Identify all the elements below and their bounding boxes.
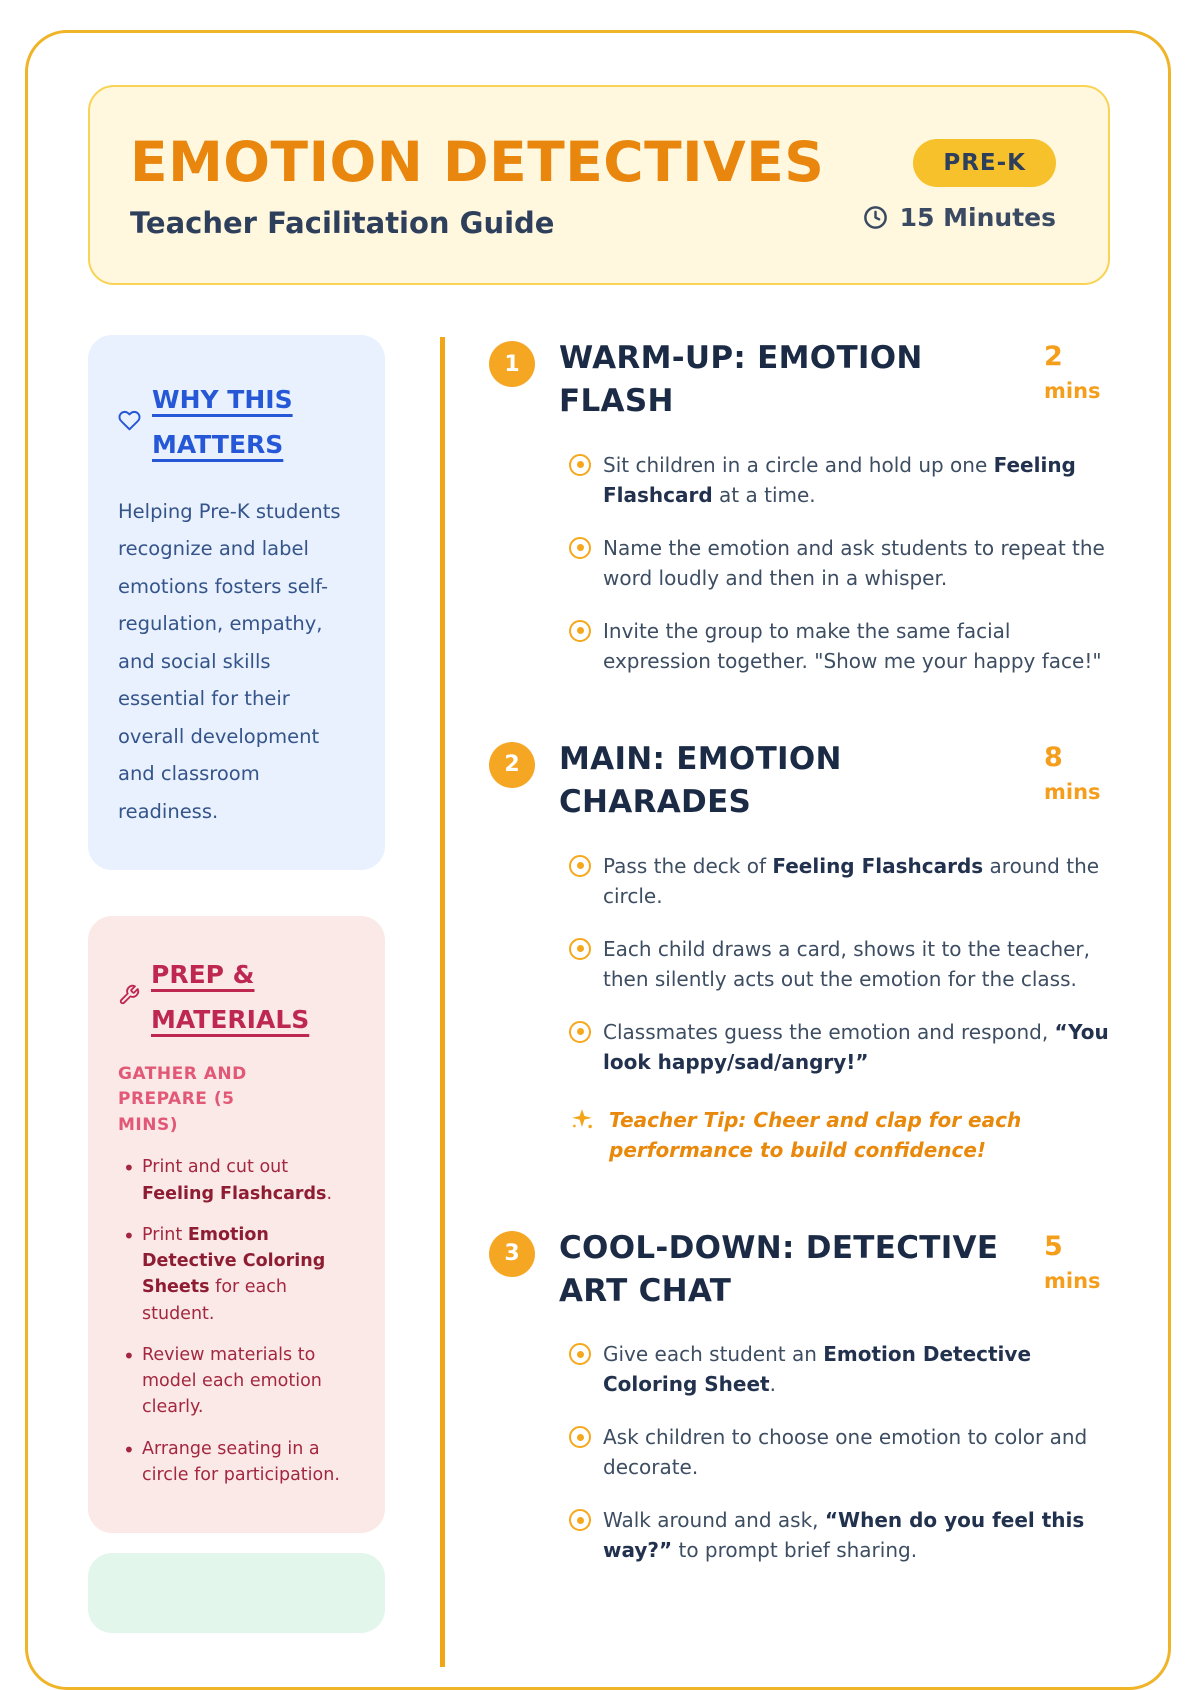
grade-badge: PRE-K bbox=[913, 139, 1056, 187]
duration-label bbox=[1044, 337, 1110, 403]
prep-card-header bbox=[118, 952, 355, 1042]
step-number-badge: 1 bbox=[489, 341, 535, 387]
emphasis-text: Emotion Detective Coloring Sheets bbox=[142, 1224, 326, 1298]
plain-text: to prompt brief sharing. bbox=[672, 1538, 918, 1563]
plain-text: Give each student an bbox=[603, 1342, 824, 1367]
emphasis-text: Feeling Flashcard bbox=[603, 452, 1076, 507]
duration-unit: mins bbox=[1044, 779, 1101, 804]
plain-text: Arrange seating in a circle for participation. bbox=[142, 1438, 340, 1485]
page-title: EMOTION DETECTIVES bbox=[130, 130, 825, 194]
header-titles bbox=[130, 130, 824, 240]
prep-item bbox=[118, 1342, 355, 1421]
duration-label bbox=[1044, 738, 1110, 804]
bullet-text bbox=[603, 934, 1110, 994]
bullet-icon bbox=[569, 620, 591, 642]
section-title bbox=[559, 1227, 1030, 1314]
why-this-matters-card bbox=[88, 335, 385, 870]
bullet-item bbox=[569, 1505, 1110, 1565]
prep-card-subtitle: GATHER AND PREPARE (5 MINS) bbox=[118, 1063, 247, 1135]
page-subtitle: Teacher Facilitation Guide bbox=[130, 206, 555, 240]
bullet-item bbox=[569, 1422, 1110, 1482]
activity-section bbox=[445, 337, 1110, 676]
prep-materials-card bbox=[88, 916, 385, 1533]
duration-unit: mins bbox=[1044, 1268, 1101, 1293]
plain-text: Ask children to choose one emotion to color and decorate. bbox=[603, 1425, 1088, 1480]
bullet-text bbox=[603, 1505, 1110, 1565]
bullet-text bbox=[603, 616, 1110, 676]
section-header bbox=[559, 337, 1110, 424]
bullet-icon bbox=[569, 1021, 591, 1043]
bullet-list bbox=[559, 450, 1110, 676]
section-title-line: WARM-UP: EMOTION bbox=[559, 340, 923, 376]
prep-item bbox=[118, 1154, 355, 1207]
duration-value: 2 bbox=[1044, 341, 1063, 372]
bullet-item bbox=[569, 934, 1110, 994]
emphasis-text: Feeling Flashcards bbox=[772, 853, 984, 878]
bullet-item bbox=[569, 616, 1110, 676]
bullet-icon bbox=[569, 1426, 591, 1448]
bullet-item bbox=[569, 450, 1110, 510]
plain-text: Classmates guess the emotion and respond, bbox=[603, 1019, 1055, 1044]
bullet-text bbox=[603, 450, 1110, 510]
bullet-text bbox=[603, 851, 1110, 911]
clock-icon bbox=[862, 204, 889, 231]
plain-text: Each child draws a card, shows it to the teacher, then silently acts out the emotion for the class. bbox=[603, 936, 1091, 991]
section-title-line: COOL-DOWN: DETECTIVE bbox=[559, 1229, 999, 1266]
plain-text: Walk around and ask, bbox=[603, 1508, 825, 1533]
section-title-line: CHARADES bbox=[559, 784, 752, 821]
teacher-tip bbox=[559, 1105, 1110, 1165]
prep-item bbox=[118, 1222, 355, 1327]
activity-timeline bbox=[440, 337, 1110, 1667]
duration-value: 5 bbox=[1044, 1230, 1063, 1262]
section-title-line: MAIN: EMOTION bbox=[559, 740, 842, 777]
bullet-text bbox=[603, 1339, 1110, 1399]
prep-item bbox=[118, 1436, 355, 1489]
plain-text: . bbox=[769, 1372, 776, 1397]
header-card bbox=[88, 85, 1110, 285]
plain-text: Name the emotion and ask students to repeat the word loudly and then in a whisper. bbox=[603, 535, 1105, 590]
emphasis-text: “When do you feel this way?” bbox=[603, 1508, 1085, 1563]
bullet-item bbox=[569, 533, 1110, 593]
bullet-item bbox=[569, 1017, 1110, 1077]
plain-text: Invite the group to make the same facial expression together. "Show me your happy face!" bbox=[603, 618, 1102, 673]
bullet-item bbox=[569, 1339, 1110, 1399]
plain-text: around the circle. bbox=[603, 853, 1100, 908]
section-title-line: ART CHAT bbox=[559, 1272, 732, 1309]
why-card-title: WHY THIS MATTERS bbox=[152, 385, 293, 459]
section-header bbox=[559, 738, 1110, 825]
step-number-badge: 2 bbox=[489, 742, 535, 788]
section-title bbox=[559, 738, 1030, 825]
heart-icon bbox=[118, 409, 141, 436]
header-meta bbox=[862, 139, 1056, 232]
sidebar bbox=[88, 335, 385, 1633]
step-number-badge: 3 bbox=[489, 1231, 535, 1277]
plain-text: for each student. bbox=[142, 1277, 287, 1324]
bullet-icon bbox=[569, 454, 591, 476]
duration-label bbox=[1044, 1227, 1110, 1293]
bullet-text bbox=[603, 1017, 1110, 1077]
bullet-item bbox=[569, 851, 1110, 911]
why-card-body: Helping Pre-K students recognize and label emotions fosters self-regulation, empathy, and social skills essential for their overall development and classroom readiness. bbox=[118, 500, 341, 823]
emphasis-text: Emotion Detective Coloring Sheet bbox=[603, 1342, 1032, 1397]
section-title-line: FLASH bbox=[559, 383, 674, 420]
plain-text: Print and cut out bbox=[142, 1157, 289, 1178]
prep-materials-list bbox=[118, 1154, 355, 1488]
bullet-list bbox=[559, 851, 1110, 1077]
duration-text: 15 Minutes bbox=[899, 202, 1056, 232]
section-title bbox=[559, 337, 1030, 424]
activity-section bbox=[445, 1227, 1110, 1566]
bullet-icon bbox=[569, 855, 591, 877]
duration-value: 8 bbox=[1044, 741, 1063, 773]
plain-text: Review materials to model each emotion clearly. bbox=[142, 1344, 322, 1418]
section-header bbox=[559, 1227, 1110, 1314]
bullet-icon bbox=[569, 1509, 591, 1531]
prep-card-title: PREP & MATERIALS bbox=[151, 959, 310, 1034]
bullet-icon bbox=[569, 537, 591, 559]
next-card-cutoff bbox=[88, 1553, 385, 1633]
emphasis-text: Feeling Flashcards bbox=[142, 1183, 327, 1204]
duration-unit: mins bbox=[1044, 379, 1101, 403]
activity-section bbox=[445, 738, 1110, 1165]
plain-text: at a time. bbox=[712, 482, 816, 507]
plain-text: Sit children in a circle and hold up one bbox=[603, 452, 994, 477]
bullet-text bbox=[603, 533, 1110, 593]
plain-text: . bbox=[326, 1183, 333, 1204]
plain-text: Pass the deck of bbox=[603, 853, 773, 878]
bullet-icon bbox=[569, 938, 591, 960]
duration-row bbox=[862, 203, 1056, 232]
teacher-tip-text: Teacher Tip: Cheer and clap for each performance to build confidence! bbox=[609, 1107, 1022, 1162]
bullet-text bbox=[603, 1422, 1110, 1482]
emphasis-text: “You look happy/sad/angry!” bbox=[603, 1019, 1109, 1074]
sparkle-icon bbox=[569, 1107, 595, 1165]
plain-text: Print bbox=[142, 1224, 188, 1245]
why-card-header bbox=[118, 377, 355, 467]
bullet-list bbox=[559, 1339, 1110, 1565]
wrench-icon bbox=[118, 984, 140, 1010]
bullet-icon bbox=[569, 1343, 591, 1365]
